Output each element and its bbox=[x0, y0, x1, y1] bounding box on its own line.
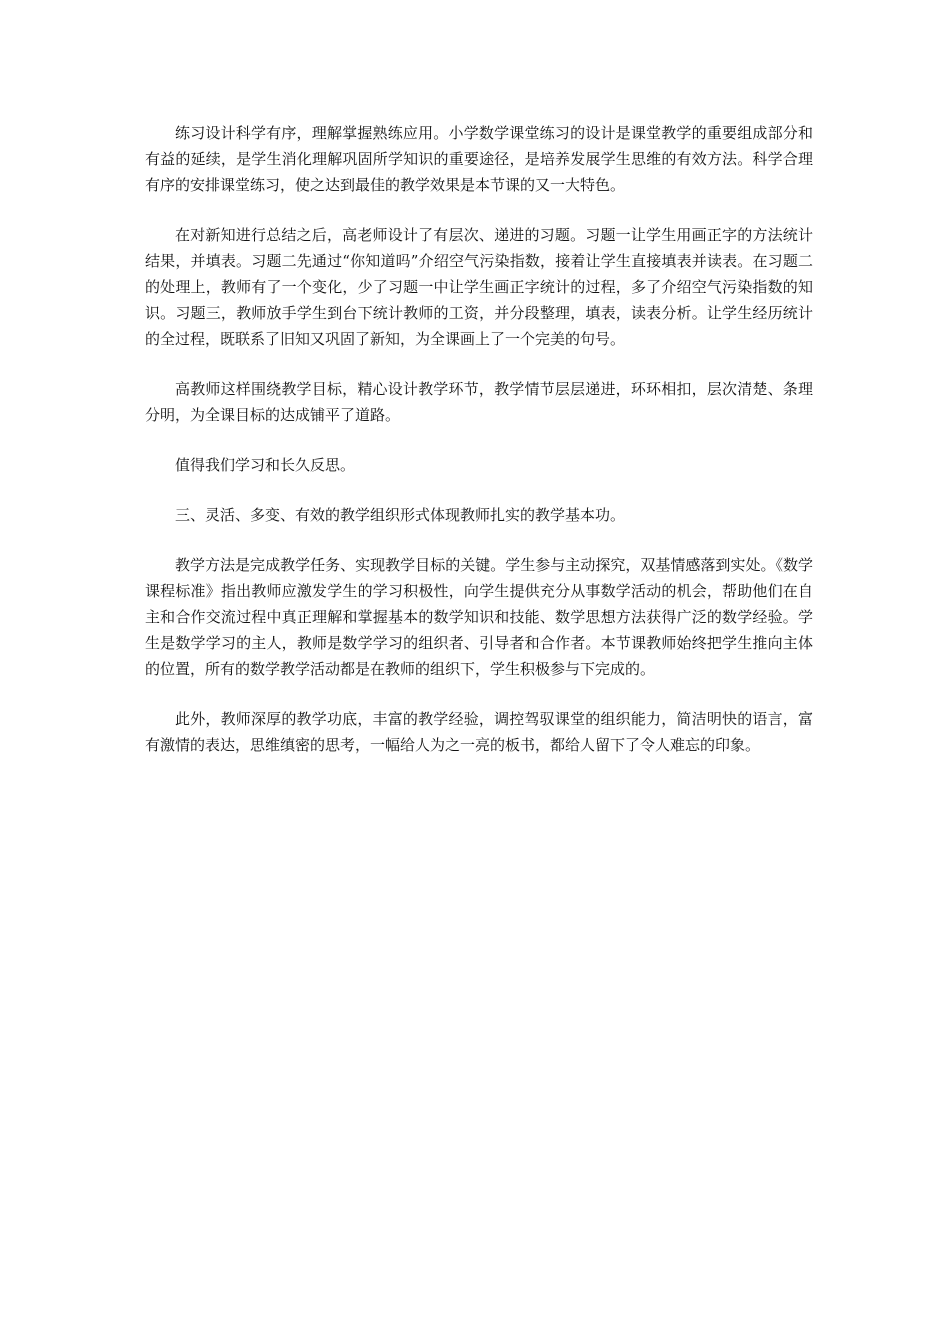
section-heading-three: 三、灵活、多变、有效的教学组织形式体现教师扎实的教学基本功。 bbox=[175, 506, 626, 524]
paragraph-conclusion: 此外，教师深厚的教学功底，丰富的教学经验，调控驾驭课堂的组织能力，简洁明快的语言，富有激情的表达，思维缜密的思考，一幅给人为之一亮的板书，都给人留下了令人难忘的印象。 bbox=[145, 710, 813, 754]
paragraph-exercises-detail: 在对新知进行总结之后，高老师设计了有层次、递进的习题。习题一让学生用画正字的方法统计结果，并填表。习题二先通过“你知道吗”介绍空气污染指数，接着让学生直接填表并读表。在习题二的处理上，教师有了一个变化，少了习题一中让学生画正字统计的过程，多了介绍空气污染指数的知识。习题三，教师放手学生到台下统计教师的工资，并分段整理，填表，读表分析。让学生经历统计的全过程，既联系了旧知又巩固了新知，为全课画上了一个完美的句号。 bbox=[145, 226, 813, 348]
paragraph-reflection: 值得我们学习和长久反思。 bbox=[175, 456, 356, 474]
paragraph-teaching-methods: 教学方法是完成教学任务、实现教学目标的关键。学生参与主动探究，双基情感落到实处。《数学课程标准》指出教师应激发学生的学习积极性，向学生提供充分从事数学活动的机会，帮助他们在自主和合作交流过程中真正理解和掌握基本的数学知识和技能、数学思想方法获得广泛的数学经验。学生是数学学习的主人，教师是数学学习的组织者、引导者和合作者。本节课教师始终把学生推向主体的位置，所有的数学教学活动都是在教师的组织下，学生积极参与下完成的。 bbox=[145, 556, 813, 678]
paragraph-summary: 高教师这样围绕教学目标，精心设计教学环节，教学情节层层递进，环环相扣，层次清楚、条理分明，为全课目标的达成铺平了道路。 bbox=[145, 380, 813, 424]
document-body bbox=[145, 120, 813, 782]
paragraph-exercise-design: 练习设计科学有序，理解掌握熟练应用。小学数学课堂练习的设计是课堂教学的重要组成部分和有益的延续，是学生消化理解巩固所学知识的重要途径，是培养发展学生思维的有效方法。科学合理有序的安排课堂练习，使之达到最佳的教学效果是本节课的又一大特色。 bbox=[145, 124, 813, 194]
